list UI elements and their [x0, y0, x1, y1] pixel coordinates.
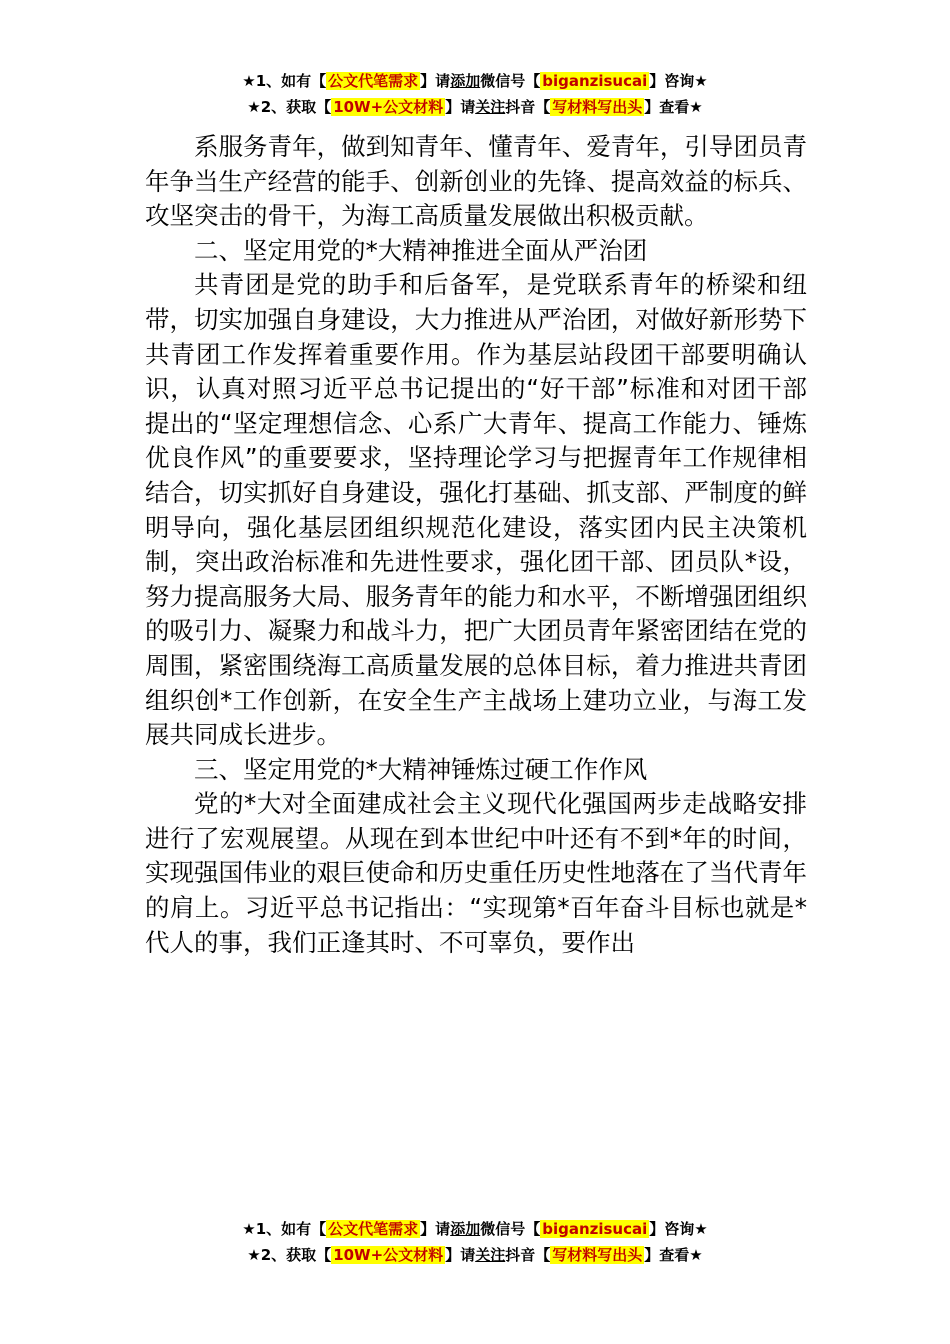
banner-highlight: 写材料写出头: [552, 1246, 643, 1264]
banner-highlight: 公文代笔需求: [328, 1220, 419, 1238]
banner-text: ★1、如有【: [242, 1220, 327, 1238]
document-body: [145, 130, 807, 960]
banner-text: ★2、获取【: [247, 98, 332, 116]
banner-text: 微信号【: [480, 72, 541, 90]
banner-highlight: 写材料写出头: [552, 98, 643, 116]
banner-line-1: [0, 1216, 950, 1242]
banner-text: 】查看★: [644, 98, 703, 116]
banner-line-2: [0, 94, 950, 120]
banner-text: 微信号【: [480, 1220, 541, 1238]
banner-underline: 关注: [475, 98, 506, 116]
banner-text: 抖音【: [505, 1246, 551, 1264]
paragraph: 共青团是党的助手和后备军，是党联系青年的桥梁和纽带，切实加强自身建设，大力推进从严治团，对做好新形势下共青团工作发挥着重要作用。作为基层站段团干部要明确认识，认真对照习近平总书记提出的“好干部”标准和对团干部提出的“坚定理想信念、心系广大青年、提高工作能力、锤炼优良作风”的重要要求，坚持理论学习与把握青年工作规律相结合，切实抓好自身建设，强化打基础、抓支部、严制度的鲜明导向，强化基层团组织规范化建设，落实团内民主决策机制，突出政治标准和先进性要求，强化团干部、团员队*设，努力提高服务大局、服务青年的能力和水平，不断增强团组织的吸引力、凝聚力和战斗力，把广大团员青年紧密团结在党的周围，紧密围绕海工高质量发展的总体目标，着力推进共青团组织创*工作创新，在安全生产主战场上建功立业，与海工发展共同成长进步。: [145, 270, 807, 750]
banner-underline: 添加: [450, 1220, 481, 1238]
paragraph: 党的*大对全面建成社会主义现代化强国两步走战略安排进行了宏观展望。从现在到本世纪中叶还有不到*年的时间，实现强国伟业的艰巨使命和历史重任历史性地落在了当代青年的肩上。习近平总书记指出：“实现第*百年奋斗目标也就是*代人的事，我们正逢其时、不可辜负，要作出: [145, 789, 807, 957]
banner-highlight: biganzisucai: [542, 72, 648, 90]
section-heading-2: 二、坚定用党的*大精神推进全面从严治团: [194, 235, 648, 265]
header-banner: [0, 68, 950, 120]
banner-text: 】咨询★: [649, 72, 708, 90]
banner-highlight: biganzisucai: [542, 1220, 648, 1238]
banner-text: 】请: [420, 1220, 451, 1238]
banner-highlight: 公文代笔需求: [328, 72, 419, 90]
banner-text: 】查看★: [644, 1246, 703, 1264]
banner-text: ★2、获取【: [247, 1246, 332, 1264]
section-heading-3: 三、坚定用党的*大精神锤炼过硬工作作风: [194, 754, 648, 784]
banner-line-2: [0, 1242, 950, 1268]
footer-banner: [0, 1216, 950, 1268]
banner-text: 】请: [420, 72, 451, 90]
banner-underline: 关注: [475, 1246, 506, 1264]
banner-underline: 添加: [450, 72, 481, 90]
banner-line-1: [0, 68, 950, 94]
banner-text: 】请: [445, 98, 476, 116]
banner-text: 】请: [445, 1246, 476, 1264]
paragraph-continuation: 系服务青年，做到知青年、懂青年、爱青年，引导团员青年争当生产经营的能手、创新创业的先锋、提高效益的标兵、攻坚突击的骨干，为海工高质量发展做出积极贡献。: [145, 132, 807, 231]
banner-highlight: 10W+公文材料: [333, 1246, 444, 1264]
banner-text: ★1、如有【: [242, 72, 327, 90]
banner-text: 抖音【: [505, 98, 551, 116]
banner-highlight: 10W+公文材料: [333, 98, 444, 116]
banner-text: 】咨询★: [649, 1220, 708, 1238]
